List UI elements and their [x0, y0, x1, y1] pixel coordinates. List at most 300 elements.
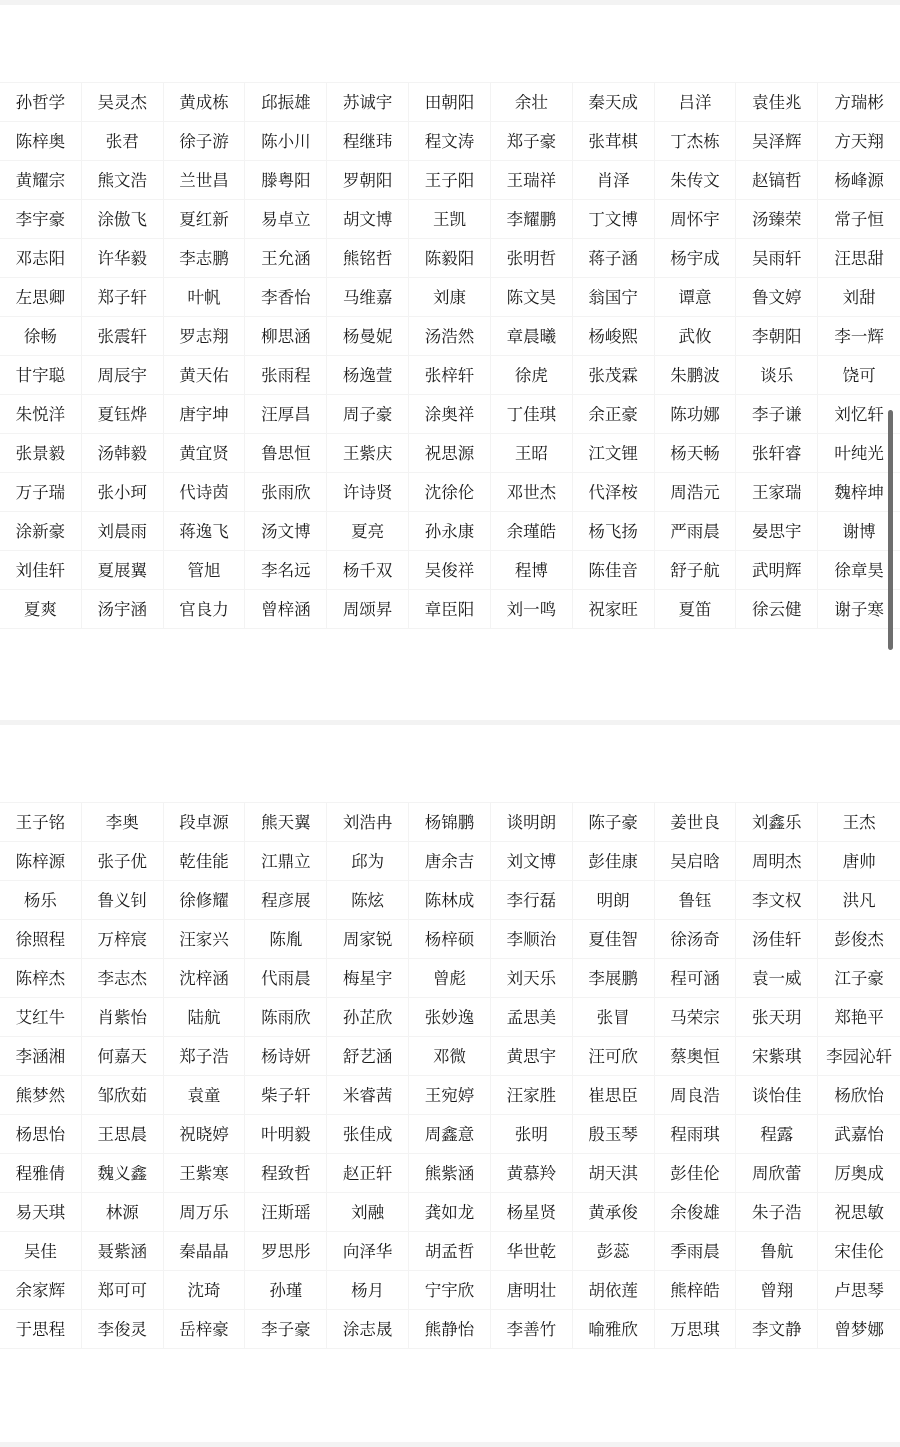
- name-cell: 艾红牛: [0, 998, 82, 1037]
- name-cell: 曾彪: [409, 959, 491, 998]
- name-cell: 张子优: [82, 842, 164, 881]
- name-cell: 陈毅阳: [409, 239, 491, 278]
- name-cell: 李文权: [736, 881, 818, 920]
- name-cell: 程文涛: [409, 122, 491, 161]
- name-cell: 宋紫琪: [736, 1037, 818, 1076]
- name-cell: 于思程: [0, 1310, 82, 1349]
- name-cell: 陈梓杰: [0, 959, 82, 998]
- section-divider: [0, 720, 900, 725]
- name-cell: 鲁航: [736, 1232, 818, 1271]
- name-cell: 黄成栋: [164, 83, 246, 122]
- name-cell: 涂新豪: [0, 512, 82, 551]
- name-cell: 孙永康: [409, 512, 491, 551]
- name-cell: 祝思源: [409, 434, 491, 473]
- name-cell: 彭蕊: [573, 1232, 655, 1271]
- name-cell: 张君: [82, 122, 164, 161]
- name-table-1: [0, 82, 900, 629]
- name-cell: 徐畅: [0, 317, 82, 356]
- name-cell: 赵正轩: [327, 1154, 409, 1193]
- name-cell: 袁佳兆: [736, 83, 818, 122]
- name-cell: 王子阳: [409, 161, 491, 200]
- name-cell: 程博: [491, 551, 573, 590]
- name-cell: 张明: [491, 1115, 573, 1154]
- name-cell: 孙芷欣: [327, 998, 409, 1037]
- name-cell: 邹欣茹: [82, 1076, 164, 1115]
- name-cell: 刘一鸣: [491, 590, 573, 629]
- name-cell: 夏笛: [655, 590, 737, 629]
- name-cell: 祝思敏: [818, 1193, 900, 1232]
- name-cell: 周颂昇: [327, 590, 409, 629]
- name-cell: 方天翔: [818, 122, 900, 161]
- name-cell: 季雨晨: [655, 1232, 737, 1271]
- name-cell: 沈琦: [164, 1271, 246, 1310]
- name-cell: 丁佳琪: [491, 395, 573, 434]
- name-cell: 宁宇欣: [409, 1271, 491, 1310]
- name-cell: 杨峻熙: [573, 317, 655, 356]
- name-cell: 唐宇坤: [164, 395, 246, 434]
- name-cell: 吴俊祥: [409, 551, 491, 590]
- name-cell: 王宛婷: [409, 1076, 491, 1115]
- name-cell: 汤佳轩: [736, 920, 818, 959]
- name-cell: 万子瑞: [0, 473, 82, 512]
- name-cell: 李涵湘: [0, 1037, 82, 1076]
- name-cell: 江鼎立: [245, 842, 327, 881]
- top-divider: [0, 0, 900, 5]
- name-cell: 舒子航: [655, 551, 737, 590]
- name-cell: 徐云健: [736, 590, 818, 629]
- name-cell: 叶帆: [164, 278, 246, 317]
- name-cell: 丁文博: [573, 200, 655, 239]
- name-table-2: [0, 802, 900, 1349]
- name-cell: 彭佳康: [573, 842, 655, 881]
- name-cell: 余正豪: [573, 395, 655, 434]
- name-cell: 王紫庆: [327, 434, 409, 473]
- name-cell: 彭俊杰: [818, 920, 900, 959]
- name-cell: 厉奥成: [818, 1154, 900, 1193]
- name-cell: 熊紫涵: [409, 1154, 491, 1193]
- name-cell: 谢博: [818, 512, 900, 551]
- name-cell: 江文锂: [573, 434, 655, 473]
- name-cell: 翁国宁: [573, 278, 655, 317]
- name-cell: 陈梓奥: [0, 122, 82, 161]
- name-cell: 黄天佑: [164, 356, 246, 395]
- name-cell: 彭佳伦: [655, 1154, 737, 1193]
- name-cell: 洪凡: [818, 881, 900, 920]
- name-cell: 陈佳音: [573, 551, 655, 590]
- name-cell: 李宇豪: [0, 200, 82, 239]
- name-cell: 王思晨: [82, 1115, 164, 1154]
- name-cell: 张天玥: [736, 998, 818, 1037]
- name-cell: 曾翔: [736, 1271, 818, 1310]
- name-cell: 孙哲学: [0, 83, 82, 122]
- name-cell: 魏梓坤: [818, 473, 900, 512]
- name-cell: 吴佳: [0, 1232, 82, 1271]
- name-cell: 刘融: [327, 1193, 409, 1232]
- name-cell: 黄慕羚: [491, 1154, 573, 1193]
- name-cell: 殷玉琴: [573, 1115, 655, 1154]
- name-cell: 王杰: [818, 803, 900, 842]
- name-cell: 王昭: [491, 434, 573, 473]
- name-cell: 徐汤奇: [655, 920, 737, 959]
- name-cell: 代诗茵: [164, 473, 246, 512]
- name-cell: 刘康: [409, 278, 491, 317]
- name-cell: 代雨晨: [245, 959, 327, 998]
- name-cell: 万思琪: [655, 1310, 737, 1349]
- name-cell: 余家辉: [0, 1271, 82, 1310]
- name-cell: 米睿茜: [327, 1076, 409, 1115]
- name-cell: 岳梓豪: [164, 1310, 246, 1349]
- name-cell: 易卓立: [245, 200, 327, 239]
- name-cell: 陈梓源: [0, 842, 82, 881]
- name-cell: 杨锦鹏: [409, 803, 491, 842]
- name-cell: 张茂霖: [573, 356, 655, 395]
- name-cell: 夏红新: [164, 200, 246, 239]
- name-cell: 兰世昌: [164, 161, 246, 200]
- name-cell: 李名远: [245, 551, 327, 590]
- name-cell: 郑子浩: [164, 1037, 246, 1076]
- name-cell: 刘浩冉: [327, 803, 409, 842]
- name-cell: 武嘉怡: [818, 1115, 900, 1154]
- name-cell: 沈梓涵: [164, 959, 246, 998]
- name-cell: 江子豪: [818, 959, 900, 998]
- name-cell: 常子恒: [818, 200, 900, 239]
- name-cell: 涂傲飞: [82, 200, 164, 239]
- name-cell: 程雨琪: [655, 1115, 737, 1154]
- name-cell: 代泽桉: [573, 473, 655, 512]
- name-cell: 张茸棋: [573, 122, 655, 161]
- name-cell: 曾梓涵: [245, 590, 327, 629]
- name-cell: 吕洋: [655, 83, 737, 122]
- name-cell: 姜世良: [655, 803, 737, 842]
- name-cell: 王紫寒: [164, 1154, 246, 1193]
- name-cell: 刘鑫乐: [736, 803, 818, 842]
- name-cell: 胡文博: [327, 200, 409, 239]
- name-cell: 宋佳伦: [818, 1232, 900, 1271]
- name-cell: 郑子豪: [491, 122, 573, 161]
- name-cell: 汤浩然: [409, 317, 491, 356]
- name-cell: 王子铭: [0, 803, 82, 842]
- name-cell: 徐章昊: [818, 551, 900, 590]
- name-cell: 肖紫怡: [82, 998, 164, 1037]
- name-cell: 丁杰栋: [655, 122, 737, 161]
- name-cell: 王家瑞: [736, 473, 818, 512]
- name-cell: 刘文博: [491, 842, 573, 881]
- name-cell: 杨曼妮: [327, 317, 409, 356]
- name-cell: 夏亮: [327, 512, 409, 551]
- name-cell: 夏爽: [0, 590, 82, 629]
- name-cell: 李园沁轩: [818, 1037, 900, 1076]
- name-cell: 余瑾皓: [491, 512, 573, 551]
- name-cell: 陈小川: [245, 122, 327, 161]
- name-cell: 杨宇成: [655, 239, 737, 278]
- name-cell: 徐修耀: [164, 881, 246, 920]
- name-cell: 刘天乐: [491, 959, 573, 998]
- name-cell: 李展鹏: [573, 959, 655, 998]
- name-cell: 李志杰: [82, 959, 164, 998]
- name-cell: 李一辉: [818, 317, 900, 356]
- name-cell: 陈功娜: [655, 395, 737, 434]
- name-cell: 朱子浩: [736, 1193, 818, 1232]
- name-cell: 黄承俊: [573, 1193, 655, 1232]
- name-cell: 崔思臣: [573, 1076, 655, 1115]
- name-cell: 邱为: [327, 842, 409, 881]
- name-cell: 程继玮: [327, 122, 409, 161]
- name-cell: 余壮: [491, 83, 573, 122]
- name-cell: 汤韩毅: [82, 434, 164, 473]
- name-cell: 邓世杰: [491, 473, 573, 512]
- name-cell: 汤宇涵: [82, 590, 164, 629]
- name-cell: 田朝阳: [409, 83, 491, 122]
- name-cell: 许华毅: [82, 239, 164, 278]
- name-cell: 陆航: [164, 998, 246, 1037]
- name-cell: 万梓宸: [82, 920, 164, 959]
- name-cell: 李奥: [82, 803, 164, 842]
- name-cell: 黄思宇: [491, 1037, 573, 1076]
- name-cell: 李子豪: [245, 1310, 327, 1349]
- name-cell: 汪思甜: [818, 239, 900, 278]
- name-cell: 黄耀宗: [0, 161, 82, 200]
- name-cell: 涂奥祥: [409, 395, 491, 434]
- scrollbar-thumb[interactable]: [888, 410, 893, 650]
- name-cell: 陈文昊: [491, 278, 573, 317]
- name-cell: 张妙逸: [409, 998, 491, 1037]
- name-cell: 程致哲: [245, 1154, 327, 1193]
- name-cell: 刘忆轩: [818, 395, 900, 434]
- name-cell: 徐子游: [164, 122, 246, 161]
- name-cell: 李香怡: [245, 278, 327, 317]
- name-cell: 祝家旺: [573, 590, 655, 629]
- name-cell: 程露: [736, 1115, 818, 1154]
- name-cell: 刘甜: [818, 278, 900, 317]
- name-cell: 李朝阳: [736, 317, 818, 356]
- name-cell: 张雨欣: [245, 473, 327, 512]
- name-cell: 朱悦洋: [0, 395, 82, 434]
- name-cell: 程雅倩: [0, 1154, 82, 1193]
- name-cell: 喻雅欣: [573, 1310, 655, 1349]
- name-cell: 柴子轩: [245, 1076, 327, 1115]
- name-cell: 严雨晨: [655, 512, 737, 551]
- name-cell: 祝晓婷: [164, 1115, 246, 1154]
- name-cell: 罗朝阳: [327, 161, 409, 200]
- name-cell: 朱传文: [655, 161, 737, 200]
- name-cell: 叶明毅: [245, 1115, 327, 1154]
- name-cell: 何嘉天: [82, 1037, 164, 1076]
- name-cell: 张轩睿: [736, 434, 818, 473]
- name-cell: 吴灵杰: [82, 83, 164, 122]
- name-cell: 晏思宇: [736, 512, 818, 551]
- name-cell: 赵镐哲: [736, 161, 818, 200]
- name-cell: 孙瑾: [245, 1271, 327, 1310]
- name-cell: 汪厚昌: [245, 395, 327, 434]
- name-cell: 汪可欣: [573, 1037, 655, 1076]
- name-cell: 鲁钰: [655, 881, 737, 920]
- name-cell: 方瑞彬: [818, 83, 900, 122]
- name-cell: 李俊灵: [82, 1310, 164, 1349]
- name-cell: 华世乾: [491, 1232, 573, 1271]
- name-cell: 李行磊: [491, 881, 573, 920]
- name-cell: 鲁义钊: [82, 881, 164, 920]
- name-cell: 杨飞扬: [573, 512, 655, 551]
- name-cell: 周欣蕾: [736, 1154, 818, 1193]
- name-cell: 蔡奥恒: [655, 1037, 737, 1076]
- name-cell: 许诗贤: [327, 473, 409, 512]
- name-cell: 周家锐: [327, 920, 409, 959]
- name-cell: 左思卿: [0, 278, 82, 317]
- name-cell: 武明辉: [736, 551, 818, 590]
- name-cell: 胡孟哲: [409, 1232, 491, 1271]
- name-cell: 张震轩: [82, 317, 164, 356]
- name-cell: 聂紫涵: [82, 1232, 164, 1271]
- name-cell: 朱鹏波: [655, 356, 737, 395]
- name-cell: 罗思彤: [245, 1232, 327, 1271]
- name-cell: 袁童: [164, 1076, 246, 1115]
- name-cell: 谈乐: [736, 356, 818, 395]
- name-cell: 蒋逸飞: [164, 512, 246, 551]
- name-cell: 周子豪: [327, 395, 409, 434]
- name-cell: 李顺治: [491, 920, 573, 959]
- name-cell: 谈明朗: [491, 803, 573, 842]
- name-cell: 夏佳智: [573, 920, 655, 959]
- name-cell: 周万乐: [164, 1193, 246, 1232]
- name-cell: 周怀宇: [655, 200, 737, 239]
- name-cell: 蒋子涵: [573, 239, 655, 278]
- name-cell: 李文静: [736, 1310, 818, 1349]
- name-cell: 陈雨欣: [245, 998, 327, 1037]
- name-cell: 官良力: [164, 590, 246, 629]
- name-cell: 刘晨雨: [82, 512, 164, 551]
- name-cell: 段卓源: [164, 803, 246, 842]
- name-cell: 杨乐: [0, 881, 82, 920]
- name-cell: 张明哲: [491, 239, 573, 278]
- name-cell: 杨诗妍: [245, 1037, 327, 1076]
- name-cell: 乾佳能: [164, 842, 246, 881]
- name-cell: 杨欣怡: [818, 1076, 900, 1115]
- name-cell: 吴泽辉: [736, 122, 818, 161]
- name-cell: 杨思怡: [0, 1115, 82, 1154]
- name-cell: 李耀鹏: [491, 200, 573, 239]
- name-cell: 吴雨轩: [736, 239, 818, 278]
- name-cell: 杨峰源: [818, 161, 900, 200]
- name-cell: 向泽华: [327, 1232, 409, 1271]
- name-cell: 陈胤: [245, 920, 327, 959]
- name-cell: 梅星宇: [327, 959, 409, 998]
- name-cell: 张梓轩: [409, 356, 491, 395]
- name-cell: 周良浩: [655, 1076, 737, 1115]
- name-cell: 周明杰: [736, 842, 818, 881]
- name-cell: 汤臻荣: [736, 200, 818, 239]
- name-cell: 唐余吉: [409, 842, 491, 881]
- name-cell: 饶可: [818, 356, 900, 395]
- name-cell: 杨星贤: [491, 1193, 573, 1232]
- name-cell: 卢思琴: [818, 1271, 900, 1310]
- name-cell: 滕粤阳: [245, 161, 327, 200]
- name-cell: 熊静怡: [409, 1310, 491, 1349]
- name-cell: 张佳成: [327, 1115, 409, 1154]
- name-cell: 袁一威: [736, 959, 818, 998]
- name-cell: 李志鹏: [164, 239, 246, 278]
- name-cell: 郑子轩: [82, 278, 164, 317]
- name-cell: 谢子寒: [818, 590, 900, 629]
- name-cell: 曾梦娜: [818, 1310, 900, 1349]
- name-cell: 林源: [82, 1193, 164, 1232]
- name-cell: 罗志翔: [164, 317, 246, 356]
- name-cell: 章臣阳: [409, 590, 491, 629]
- name-cell: 汪家兴: [164, 920, 246, 959]
- name-cell: 杨梓硕: [409, 920, 491, 959]
- name-cell: 沈徐伦: [409, 473, 491, 512]
- name-cell: 郑艳平: [818, 998, 900, 1037]
- name-cell: 杨月: [327, 1271, 409, 1310]
- name-cell: 肖泽: [573, 161, 655, 200]
- name-cell: 李子谦: [736, 395, 818, 434]
- name-cell: 秦天成: [573, 83, 655, 122]
- name-cell: 徐虎: [491, 356, 573, 395]
- name-cell: 邱振雄: [245, 83, 327, 122]
- name-cell: 刘佳轩: [0, 551, 82, 590]
- name-cell: 胡天淇: [573, 1154, 655, 1193]
- name-cell: 杨千双: [327, 551, 409, 590]
- name-cell: 周辰宇: [82, 356, 164, 395]
- name-cell: 章晨曦: [491, 317, 573, 356]
- name-cell: 唐帅: [818, 842, 900, 881]
- name-cell: 汤文博: [245, 512, 327, 551]
- name-cell: 涂志晟: [327, 1310, 409, 1349]
- name-cell: 徐照程: [0, 920, 82, 959]
- name-cell: 舒艺涵: [327, 1037, 409, 1076]
- name-cell: 杨天畅: [655, 434, 737, 473]
- name-cell: 郑可可: [82, 1271, 164, 1310]
- name-cell: 鲁思恒: [245, 434, 327, 473]
- name-cell: 武攸: [655, 317, 737, 356]
- name-cell: 吴启晗: [655, 842, 737, 881]
- name-cell: 陈炫: [327, 881, 409, 920]
- name-cell: 汪家胜: [491, 1076, 573, 1115]
- name-cell: 唐明壮: [491, 1271, 573, 1310]
- name-cell: 甘宇聪: [0, 356, 82, 395]
- name-cell: 管旭: [164, 551, 246, 590]
- name-cell: 孟思美: [491, 998, 573, 1037]
- name-cell: 秦晶晶: [164, 1232, 246, 1271]
- name-cell: 程可涵: [655, 959, 737, 998]
- name-cell: 汪斯瑶: [245, 1193, 327, 1232]
- name-cell: 邓微: [409, 1037, 491, 1076]
- name-cell: 夏钰烨: [82, 395, 164, 434]
- name-cell: 马荣宗: [655, 998, 737, 1037]
- name-cell: 邓志阳: [0, 239, 82, 278]
- name-cell: 熊铭哲: [327, 239, 409, 278]
- name-cell: 龚如龙: [409, 1193, 491, 1232]
- name-cell: 熊梓皓: [655, 1271, 737, 1310]
- name-cell: 黄宜贤: [164, 434, 246, 473]
- name-cell: 明朗: [573, 881, 655, 920]
- name-cell: 王允涵: [245, 239, 327, 278]
- name-cell: 张小珂: [82, 473, 164, 512]
- name-cell: 熊文浩: [82, 161, 164, 200]
- name-cell: 程彦展: [245, 881, 327, 920]
- name-cell: 王凯: [409, 200, 491, 239]
- name-cell: 李善竹: [491, 1310, 573, 1349]
- name-cell: 陈林成: [409, 881, 491, 920]
- name-cell: 胡依莲: [573, 1271, 655, 1310]
- name-cell: 张冒: [573, 998, 655, 1037]
- name-cell: 熊梦然: [0, 1076, 82, 1115]
- name-cell: 周鑫意: [409, 1115, 491, 1154]
- name-cell: 魏义鑫: [82, 1154, 164, 1193]
- name-cell: 张雨程: [245, 356, 327, 395]
- name-cell: 陈子豪: [573, 803, 655, 842]
- name-cell: 谭意: [655, 278, 737, 317]
- name-cell: 苏诚宇: [327, 83, 409, 122]
